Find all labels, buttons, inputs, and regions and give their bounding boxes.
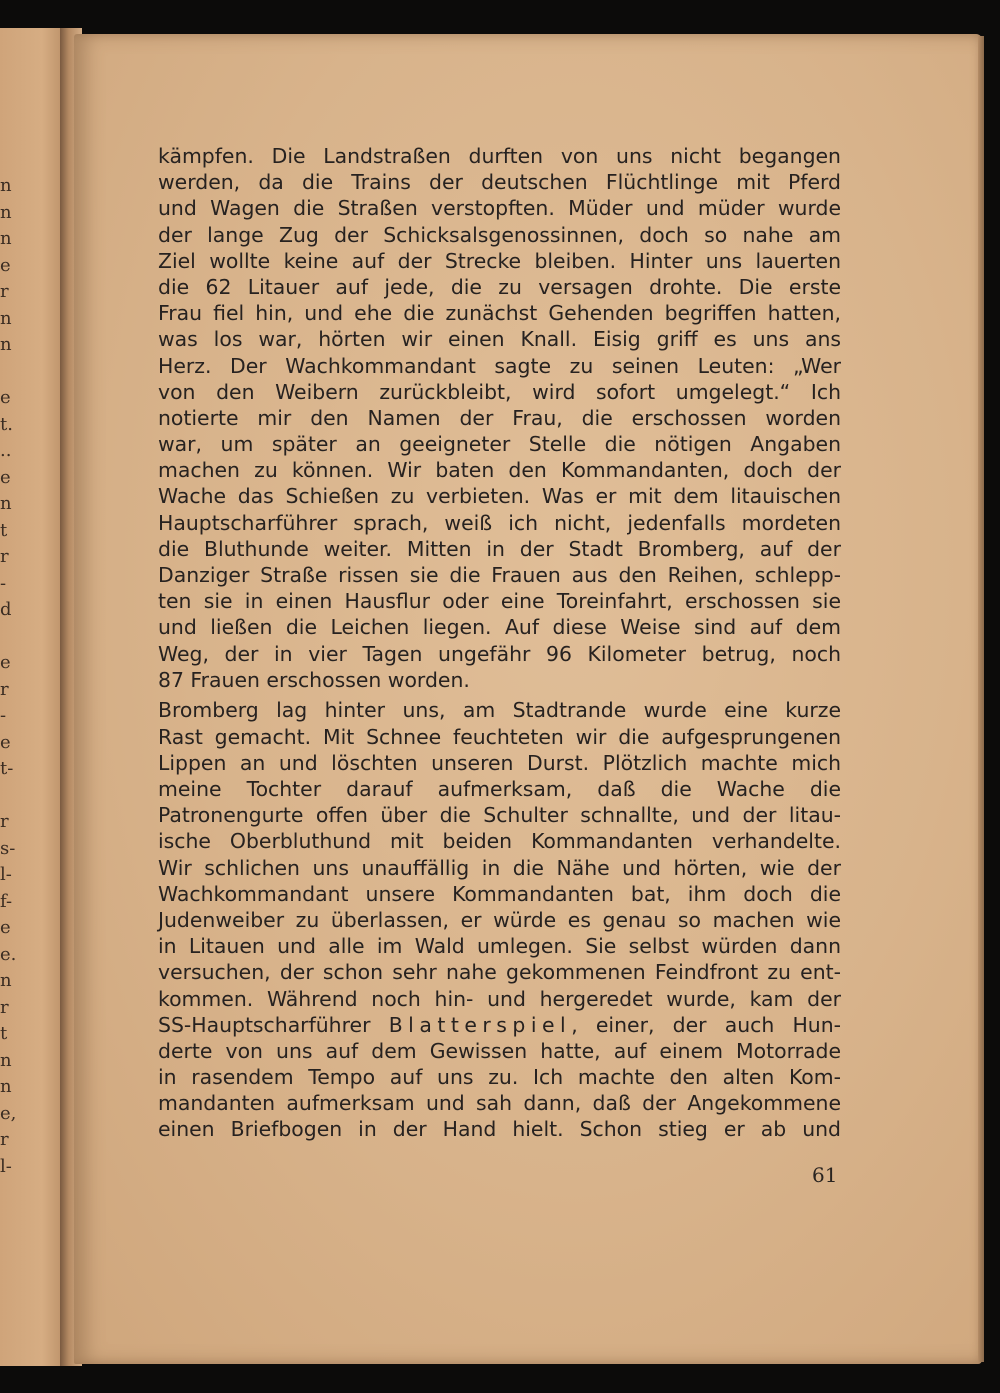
left-page-fragment: l- xyxy=(0,1155,12,1177)
left-page-fragment: n xyxy=(0,228,12,249)
text-line: der lange Zug der Schicksalsgenossinnen, doch so nahe am xyxy=(158,222,841,247)
left-page-fragment: n xyxy=(0,1049,12,1071)
left-page-fragment: t xyxy=(0,519,8,541)
left-page-fragment: r xyxy=(0,678,9,700)
text-line: meine Tochter darauf aufmerksam, daß die Wache die xyxy=(158,777,841,801)
page-text xyxy=(158,143,841,1143)
line-prefix: SS-Hauptscharführer xyxy=(158,1012,371,1037)
spaced-name: Blatterspiel xyxy=(388,1012,572,1037)
left-page-fragment: e. xyxy=(0,943,17,965)
text-line: was los war, hörten wir einen Knall. Eisig griff es uns ans xyxy=(158,327,841,352)
text-line: und Wagen die Straßen verstopften. Müder und müder wurde xyxy=(158,196,841,221)
text-line: derte von uns auf dem Gewissen hatte, auf einem Motorrade xyxy=(158,1038,841,1063)
left-page-fragment: e xyxy=(0,917,11,938)
text-line: kommen. Während noch hin- und hergeredet wurde, kam der xyxy=(158,986,841,1011)
text-line: von den Weibern zurückbleibt, wird sofort umgelegt.“ Ich xyxy=(158,379,841,404)
left-page-fragment: t xyxy=(0,1023,8,1044)
left-page-fragment: t- xyxy=(0,758,14,779)
left-page-fragment xyxy=(0,624,14,651)
left-page-fragment: l- xyxy=(0,864,12,885)
page-edge xyxy=(978,36,984,1362)
text-line: die Bluthunde weiter. Mitten in der Stadt Bromberg, auf der xyxy=(158,536,841,561)
text-line: Rast gemacht. Mit Schnee feuchteten wir die aufgesprungenen xyxy=(158,724,841,749)
text-line: ten sie in einen Hausflur oder eine Toreinfahrt, erschossen sie xyxy=(158,589,841,614)
left-page-fragment: d xyxy=(0,599,12,620)
left-page-fragment: n xyxy=(0,1076,12,1097)
text-line: einen Briefbogen in der Hand hielt. Schon stieg er ab und xyxy=(158,1117,841,1142)
left-page-fragment: n xyxy=(0,493,12,514)
text-line: Wache das Schießen zu verbieten. Was er mit dem litauischen xyxy=(158,484,841,509)
text-line: Frau fiel hin, und ehe die zunächst Gehenden begriffen hatten, xyxy=(158,301,841,326)
text-line: Ziel wollte keine auf der Strecke bleiben. Hinter uns lauerten xyxy=(158,248,841,273)
paragraph-1 xyxy=(158,143,841,693)
left-page-fragment: r xyxy=(0,546,9,567)
left-page-fragment: e xyxy=(0,254,11,276)
paragraph-2 xyxy=(158,697,841,1142)
left-page-fragment: - xyxy=(0,572,7,594)
text-line: notierte mir den Namen der Frau, die erschossen worden xyxy=(158,405,841,430)
text-line: werden, da die Trains der deutschen Flüchtlinge mit Pferd xyxy=(158,170,841,195)
left-page-fragment: r xyxy=(0,1129,9,1150)
text-line: versuchen, der schon sehr nahe gekommenen Feindfront zu ent- xyxy=(158,960,841,985)
left-page-text-fragments xyxy=(0,173,17,1180)
text-line: Danziger Straße rissen sie die Frauen aus den Reihen, schlepp- xyxy=(158,563,841,587)
left-page-fragment: f- xyxy=(0,890,13,912)
left-page-fragment: e xyxy=(0,731,11,753)
line-suffix: , einer, der auch Hun- xyxy=(571,1012,842,1037)
text-line: kämpfen. Die Landstraßen durften von uns nicht begangen xyxy=(158,144,841,168)
left-page-fragment: e xyxy=(0,466,11,488)
text-line: die 62 Litauer auf jede, die zu versagen drohte. Die erste xyxy=(158,274,841,299)
left-page-fragment xyxy=(0,359,14,386)
left-page-fragment: e xyxy=(0,387,11,408)
text-line: Patronengurte offen über die Schulter schnallte, und der litau- xyxy=(158,803,841,828)
left-page-fragment: n xyxy=(0,334,12,355)
text-line: ische Oberbluthund mit beiden Kommandanten verhandelte. xyxy=(158,829,841,854)
left-page-fragment: r xyxy=(0,281,9,302)
left-page-fragment: e xyxy=(0,652,11,673)
left-page-fragment: n xyxy=(0,970,12,991)
text-line: Bromberg lag hinter uns, am Stadtrande wurde eine kurze xyxy=(158,698,841,723)
left-page-fragment: r xyxy=(0,811,9,832)
text-line: in rasendem Tempo auf uns zu. Ich machte den alten Kom- xyxy=(158,1065,841,1090)
left-page-fragment: n xyxy=(0,201,12,223)
left-page-fragment: - xyxy=(0,705,7,726)
text-line: machen zu können. Wir baten den Kommandanten, doch der xyxy=(158,458,841,483)
text-line: Wachkommandant unsere Kommandanten bat, ihm doch die xyxy=(158,881,841,906)
text-line: Weg, der in vier Tagen ungefähr 96 Kilometer betrug, noch xyxy=(158,641,841,666)
left-page-fragment: r xyxy=(0,996,9,1018)
text-line: Lippen an und löschten unseren Durst. Plötzlich machte mich xyxy=(158,750,841,775)
text-line: war, um später an geeigneter Stelle die nötigen Angaben xyxy=(158,432,841,457)
left-page-fragment: e, xyxy=(0,1102,17,1124)
left-page-fragment: .. xyxy=(0,440,12,461)
left-page-fragment: s- xyxy=(0,837,16,859)
text-line: Hauptscharführer sprach, weiß ich nicht, jedenfalls mordeten xyxy=(158,510,841,535)
left-page-fragment: n xyxy=(0,175,12,196)
left-page-fragment xyxy=(0,783,14,810)
text-line: Judenweiber zu überlassen, er würde es genau so machen wie xyxy=(158,907,841,932)
text-line-with-spaced-name xyxy=(158,1012,841,1038)
text-line: Wir schlichen uns unauffällig in die Nähe und hörten, wie der xyxy=(158,855,841,880)
text-line: 87 Frauen erschossen worden. xyxy=(158,667,470,692)
text-line: und ließen die Leichen liegen. Auf diese Weise sind auf dem xyxy=(158,615,841,640)
text-line: Herz. Der Wachkommandant sagte zu seinen Leuten: „Wer xyxy=(158,353,841,378)
page-number: 61 xyxy=(812,1163,838,1187)
left-page-fragment: n xyxy=(0,307,12,329)
text-line: mandanten aufmerksam und sah dann, daß der Angekommene xyxy=(158,1091,841,1116)
left-page-fragment: t. xyxy=(0,413,13,435)
text-line: in Litauen und alle im Wald umlegen. Sie selbst würden dann xyxy=(158,934,841,959)
